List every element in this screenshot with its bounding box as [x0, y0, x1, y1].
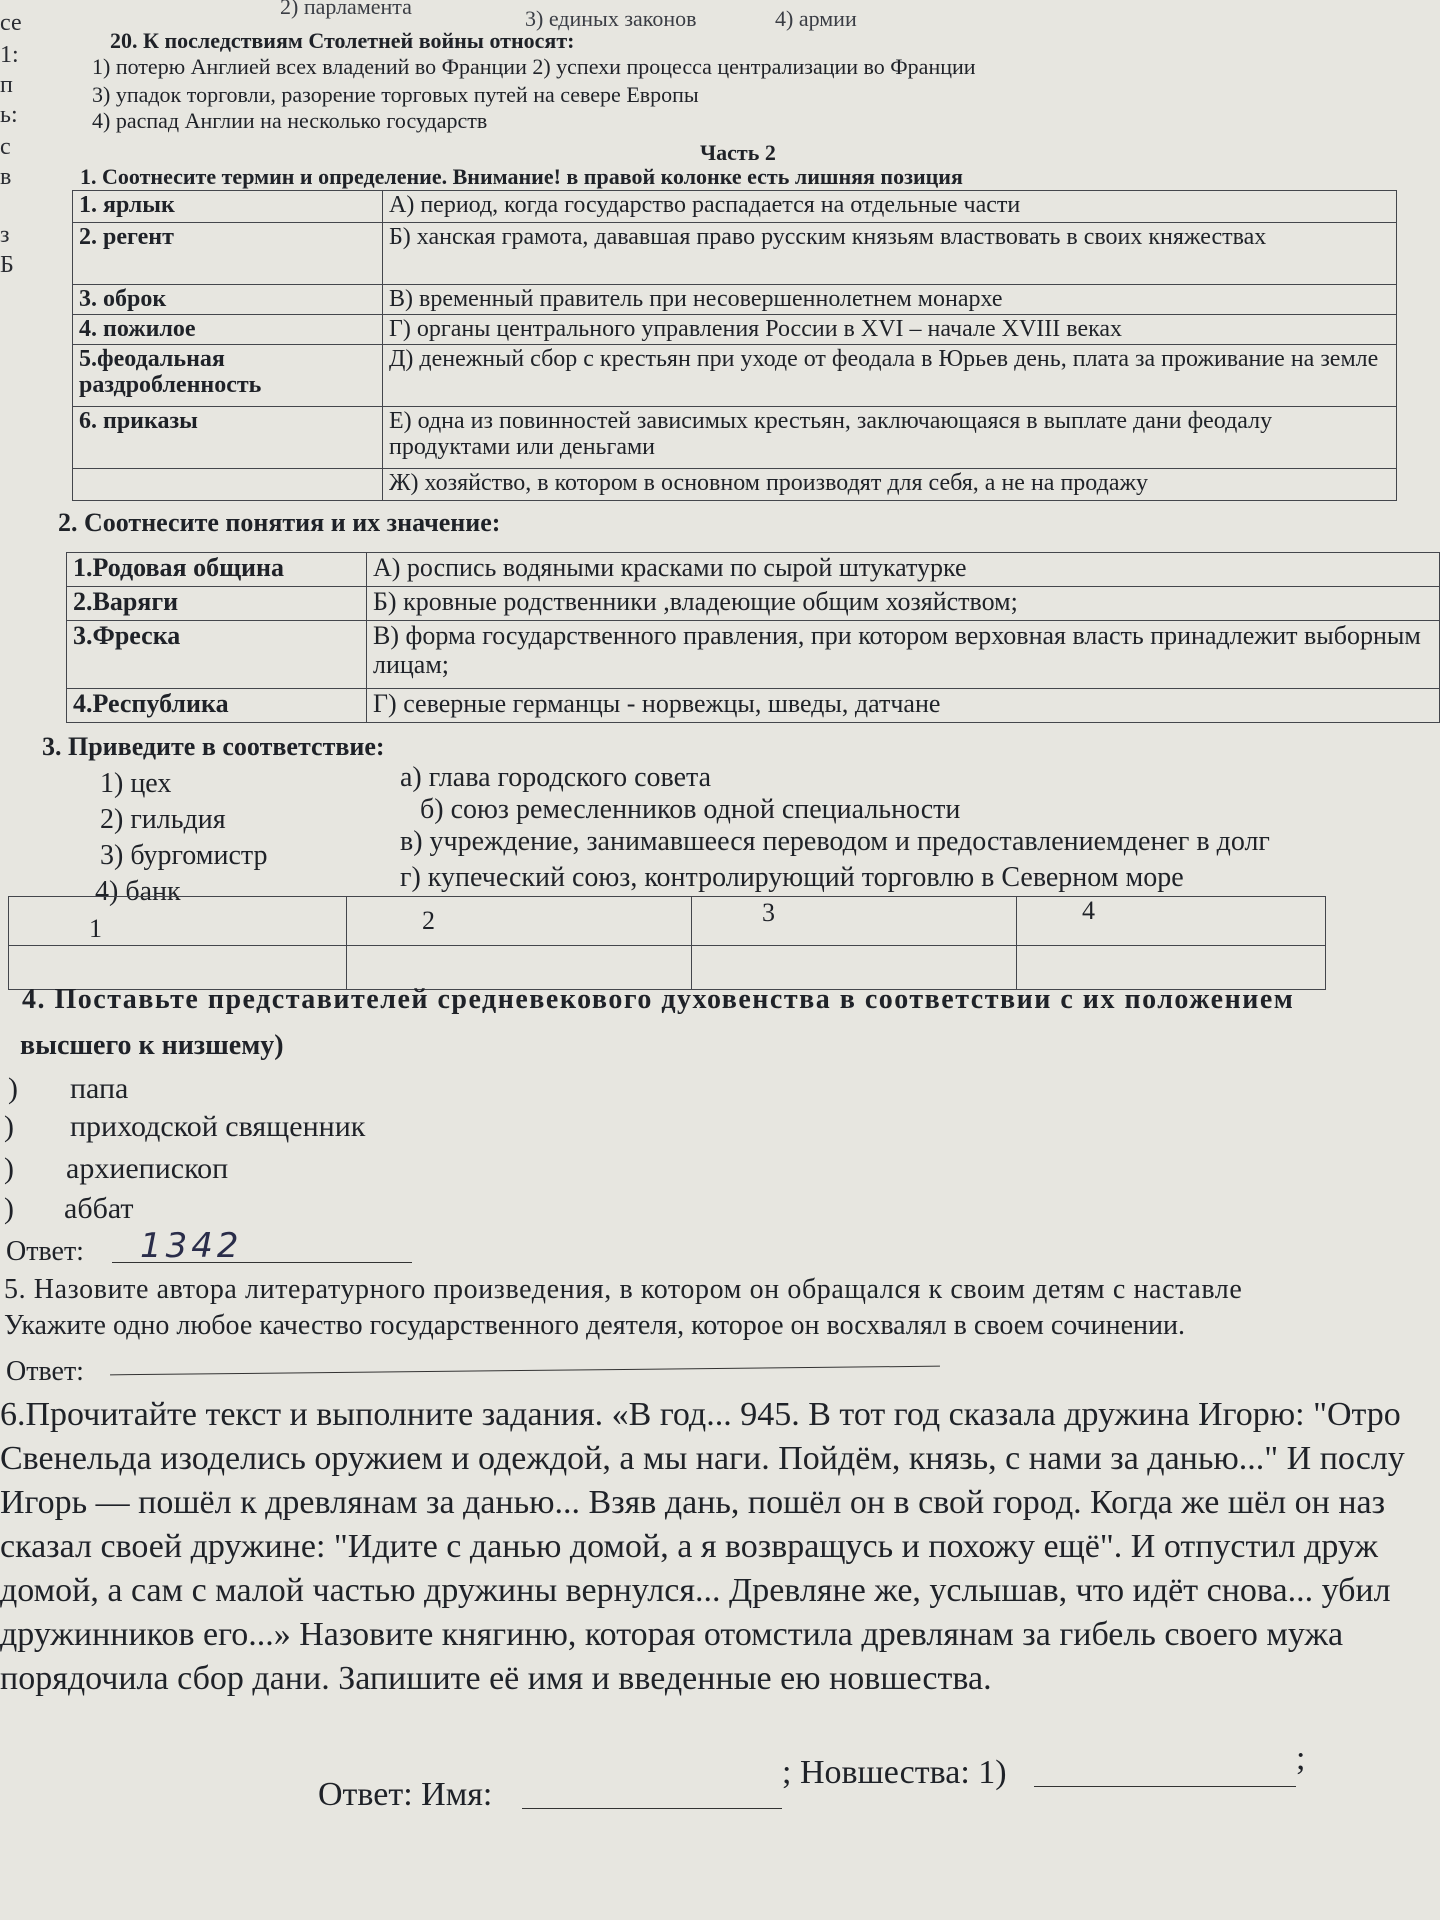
task-6-answer-name-label: Ответ: Имя: — [318, 1776, 493, 1813]
margin-fragment: з — [0, 222, 10, 248]
table-row — [67, 587, 1440, 621]
task-3-left-item: 3) бургомистр — [100, 840, 268, 871]
task-5-answer-label: Ответ: — [6, 1356, 84, 1387]
question-20-option: 1) потерю Англией всех владений во Франции 2) успехи процесса централизации во Франции — [92, 54, 976, 79]
task-6-innovations-line[interactable] — [1034, 1786, 1296, 1787]
term-cell: 4. пожилое — [73, 315, 383, 345]
definition-cell: А) период, когда государство распадается на отдельные части — [383, 191, 1397, 223]
task-6-name-line[interactable] — [522, 1808, 782, 1809]
definition-cell: Е) одна из повинностей зависимых крестьян, заключающаяся в выплате дани феодалу продуктами или деньгами — [383, 407, 1397, 469]
question-20-option: 4) распад Англии на несколько государств — [92, 108, 488, 133]
task-6-answer-innovations-label: ; Новшества: 1) — [782, 1754, 1007, 1791]
task-5-text: 5. Назовите автора литературного произведения, в котором он обращался к своим детям с наставле — [4, 1274, 1243, 1305]
task-3-right-item: а) глава городского совета — [400, 762, 712, 793]
task-3-title: 3. Приведите в соответствие: — [42, 732, 385, 761]
task-3-answer-table — [8, 896, 1326, 990]
margin-fragment: п — [0, 72, 13, 98]
table-row — [73, 345, 1397, 407]
task-6-text: 6.Прочитайте текст и выполните задания. «В год... 945. В тот год сказала дружина Игорю: "Отро — [0, 1396, 1401, 1433]
task-4-title: высшего к низшему) — [20, 1030, 284, 1061]
definition-cell: Б) ханская грамота, дававшая право русским князьям властвовать в своих княжествах — [383, 223, 1397, 285]
task-2-title: 2. Соотнесите понятия и их значение: — [58, 508, 501, 537]
list-marker: ) — [4, 1110, 14, 1143]
table-row — [9, 945, 1326, 989]
task-4-answer-label: Ответ: — [6, 1236, 84, 1267]
task-2-table — [66, 552, 1440, 723]
prev-option: 2) парламента — [280, 0, 412, 19]
table-row — [73, 469, 1397, 501]
answer-input-cell[interactable] — [9, 945, 347, 989]
task-6-answer-end: ; — [1296, 1740, 1306, 1777]
task-4-item: папа — [70, 1072, 129, 1105]
table-row — [73, 191, 1397, 223]
answer-header-cell: 1 — [9, 897, 347, 946]
list-marker: ) — [4, 1152, 14, 1185]
table-row — [73, 223, 1397, 285]
task-6-text: дружинников его...» Назовите княгиню, которая отомстила древлянам за гибель своего мужа — [0, 1616, 1344, 1653]
task-3-right-item: г) купеческий союз, контролирующий торговлю в Северном море — [400, 862, 1184, 893]
margin-fragment: в — [0, 164, 12, 190]
task-4-item: архиепископ — [66, 1152, 229, 1185]
table-row — [67, 621, 1440, 689]
task-6-text: домой, а сам с малой частью дружины вернулся... Древляне же, услышав, что идёт снова... убил — [0, 1572, 1391, 1609]
list-marker: ) — [8, 1072, 18, 1105]
task-1-title: 1. Соотнесите термин и определение. Внимание! в правой колонке есть лишняя позиция — [80, 164, 963, 189]
task-6-text: сказал своей дружине: "Идите с данью домой, а я возвращусь и похожу ещё". И отпустил друж — [0, 1528, 1378, 1565]
margin-fragment: Б — [0, 252, 14, 278]
task-3-right-item: б) союз ремесленников одной специальности — [420, 794, 961, 825]
table-row — [73, 285, 1397, 315]
term-cell: 5.феодальная раздробленность — [73, 345, 383, 407]
term-cell — [73, 469, 383, 501]
definition-cell: Г) органы центрального управления России в XVI – начале XVIII веках — [383, 315, 1397, 345]
answer-header-cell: 3 — [692, 897, 1017, 946]
margin-fragment: се — [0, 10, 22, 36]
table-row — [73, 407, 1397, 469]
term-cell: 3.Фреска — [67, 621, 367, 689]
task-1-table — [72, 190, 1397, 501]
prev-option: 3) единых законов — [525, 6, 697, 31]
table-row — [73, 315, 1397, 345]
task-6-text: Игорь — пошёл к древлянам за данью... Взяв дань, пошёл он в свой город. Когда же шёл он наз — [0, 1484, 1386, 1521]
question-20-title: 20. К последствиям Столетней войны относят: — [110, 28, 575, 53]
table-row — [9, 897, 1326, 946]
table-row — [67, 553, 1440, 587]
task-4-item: приходской священник — [70, 1110, 366, 1143]
margin-fragment: с — [0, 134, 11, 160]
task-3-left-item: 4) банк — [95, 876, 181, 907]
task-4-item: аббат — [64, 1192, 134, 1225]
margin-fragment: 1: — [0, 42, 19, 68]
task-5-text: Укажите одно любое качество государственного деятеля, которое он восхвалял в своем сочинении. — [4, 1310, 1185, 1341]
list-marker: ) — [4, 1192, 14, 1225]
prev-option: 4) армии — [775, 6, 857, 31]
term-cell: 1.Родовая община — [67, 553, 367, 587]
answer-input-cell[interactable] — [692, 945, 1017, 989]
term-cell: 6. приказы — [73, 407, 383, 469]
definition-cell: В) форма государственного правления, при котором верховная власть принадлежит выборным лицам; — [367, 621, 1440, 689]
question-20-option: 3) упадок торговли, разорение торговых путей на севере Европы — [92, 82, 699, 107]
definition-cell: Д) денежный сбор с крестьян при уходе от феодала в Юрьев день, плата за проживание на земле — [383, 345, 1397, 407]
definition-cell: Ж) хозяйство, в котором в основном производят для себя, а не на продажу — [383, 469, 1397, 501]
answer-header-cell: 2 — [347, 897, 692, 946]
term-cell: 4.Республика — [67, 689, 367, 723]
task-4-title: 4. Поставьте представителей средневекового духовенства в соответствии с их положением — [22, 984, 1295, 1015]
task-4-handwritten-answer: 1342 — [140, 1226, 243, 1266]
answer-header-cell: 4 — [1017, 897, 1326, 946]
task-6-text: порядочила сбор дани. Запишите её имя и введенные ею новшества. — [0, 1660, 992, 1697]
table-row — [67, 689, 1440, 723]
definition-cell: А) роспись водяными красками по сырой штукатурке — [367, 553, 1440, 587]
term-cell: 1. ярлык — [73, 191, 383, 223]
task-6-text: Свенельда изоделись оружием и одеждой, а мы наги. Пойдём, князь, с нами за данью..." И послу — [0, 1440, 1405, 1477]
margin-fragment: ь: — [0, 102, 18, 128]
part-title: Часть 2 — [700, 140, 776, 165]
term-cell: 2.Варяги — [67, 587, 367, 621]
task-3-right-item: в) учреждение, занимавшееся переводом и предоставлениемденег в долг — [400, 826, 1270, 857]
task-3-left-item: 1) цех — [100, 768, 172, 799]
definition-cell: Б) кровные родственники ,владеющие общим хозяйством; — [367, 587, 1440, 621]
term-cell: 3. оброк — [73, 285, 383, 315]
task-5-answer-line[interactable] — [110, 1366, 940, 1376]
task-3-left-item: 2) гильдия — [100, 804, 226, 835]
answer-input-cell[interactable] — [1017, 945, 1326, 989]
term-cell: 2. регент — [73, 223, 383, 285]
definition-cell: В) временный правитель при несовершеннолетнем монархе — [383, 285, 1397, 315]
definition-cell: Г) северные германцы - норвежцы, шведы, датчане — [367, 689, 1440, 723]
answer-input-cell[interactable] — [347, 945, 692, 989]
